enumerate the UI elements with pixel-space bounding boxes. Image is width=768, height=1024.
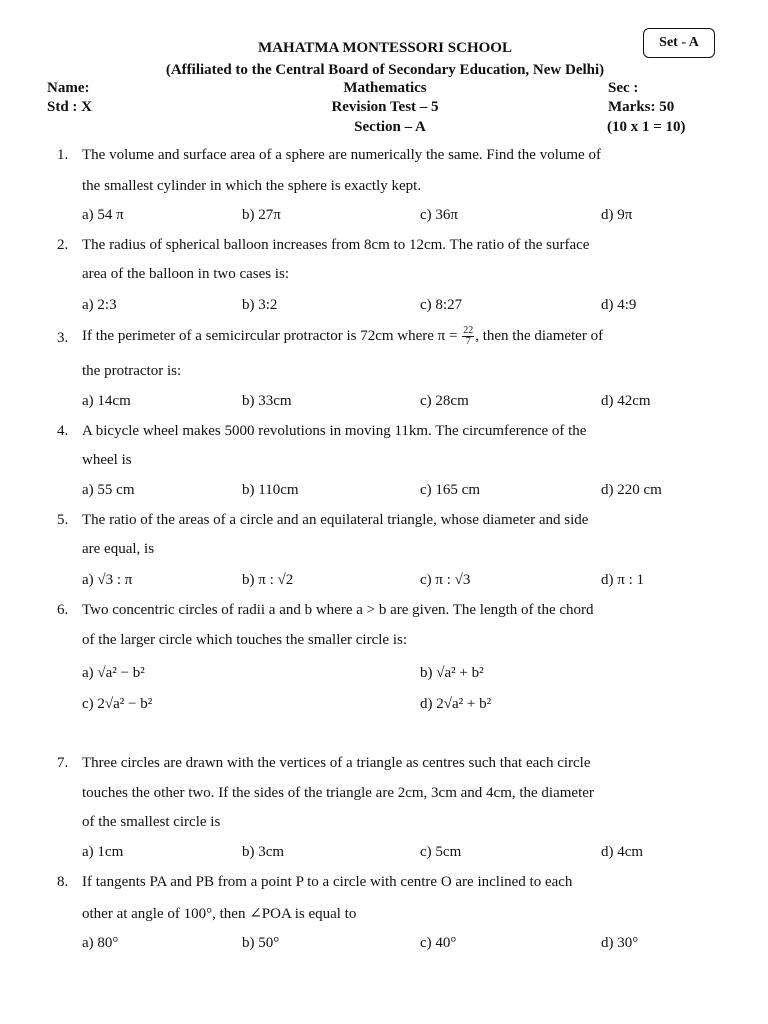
option-c: c) 28cm	[420, 393, 469, 409]
section-marks: (10 x 1 = 10)	[607, 119, 686, 135]
question-text: touches the other two. If the sides of the triangle are 2cm, 3cm and 4cm, the diameter	[82, 785, 594, 801]
option-c: c) 36π	[420, 207, 458, 223]
question-text: If the perimeter of a semicircular protractor is 72cm where π = $\frac{22}{7}$ , then the diameter of	[82, 325, 604, 347]
name-label: Name:	[47, 80, 90, 96]
option-a: a) 80°	[82, 935, 119, 951]
option-b: b) 33cm	[242, 393, 292, 409]
question-text: other at angle of 100°, then ∠POA is equal to	[82, 906, 357, 922]
question-text: The volume and surface area of a sphere are numerically the same. Find the volume of	[82, 147, 601, 163]
option-d: d) 220 cm	[601, 482, 662, 498]
question-number: 4.	[57, 423, 69, 439]
subject: Mathematics	[343, 80, 427, 96]
fraction: $\frac{22}{7}$	[463, 325, 474, 347]
question-text: Three circles are drawn with the vertices of a triangle as centres such that each circle	[82, 755, 591, 771]
question-text: If tangents PA and PB from a point P to a circle with centre O are inclined to each	[82, 874, 573, 890]
option-a: a) 14cm	[82, 393, 131, 409]
question-text: the protractor is:	[82, 363, 182, 379]
question-text: the smallest cylinder in which the sphere is exactly kept.	[82, 178, 422, 194]
question-number: 1.	[57, 147, 69, 163]
question-text: of the larger circle which touches the smaller circle is:	[82, 632, 408, 648]
question-text: A bicycle wheel makes 5000 revolutions in moving 11km. The circumference of the	[82, 423, 587, 439]
question-number: 2.	[57, 237, 69, 253]
option-a: a) 54 π	[82, 207, 124, 223]
option-d: d) 4:9	[601, 297, 637, 313]
question-text: area of the balloon in two cases is:	[82, 266, 290, 282]
option-b: b) 3cm	[242, 844, 285, 860]
question-number: 8.	[57, 874, 69, 890]
question-number: 6.	[57, 602, 69, 618]
option-b: b) 50°	[242, 935, 280, 951]
option-a: a) √3 : π	[82, 572, 133, 588]
question-text: wheel is	[82, 452, 132, 468]
section-title: Section – A	[354, 119, 426, 135]
option-b: b) 27π	[242, 207, 281, 223]
option-a: a) √a² − b²	[82, 665, 145, 681]
question-text: of the smallest circle is	[82, 814, 221, 830]
option-c: c) 5cm	[420, 844, 462, 860]
option-d: d) 9π	[601, 207, 633, 223]
set-label: Set - A	[643, 28, 715, 58]
school-name: MAHATMA MONTESSORI SCHOOL	[258, 40, 512, 56]
std-label: Std : X	[47, 99, 93, 115]
option-b: b) 3:2	[242, 297, 278, 313]
option-c: c) 8:27	[420, 297, 463, 313]
option-d: d) π : 1	[601, 572, 644, 588]
option-d: d) 30°	[601, 935, 639, 951]
option-b: b) √a² + b²	[420, 665, 484, 681]
question-text: The ratio of the areas of a circle and an equilateral triangle, whose diameter and side	[82, 512, 589, 528]
option-c: c) 40°	[420, 935, 457, 951]
option-a: a) 55 cm	[82, 482, 135, 498]
question-text: The radius of spherical balloon increases from 8cm to 12cm. The ratio of the surface	[82, 237, 590, 253]
sec-label: Sec :	[608, 80, 639, 96]
question-text: Two concentric circles of radii a and b where a > b are given. The length of the chord	[82, 602, 594, 618]
option-b: b) π : √2	[242, 572, 294, 588]
option-d: d) 2√a² + b²	[420, 696, 492, 712]
question-text: are equal, is	[82, 541, 155, 557]
option-c: c) 2√a² − b²	[82, 696, 153, 712]
option-d: d) 42cm	[601, 393, 651, 409]
marks: Marks: 50	[608, 99, 675, 115]
option-c: c) π : √3	[420, 572, 471, 588]
question-number: 7.	[57, 755, 69, 771]
option-c: c) 165 cm	[420, 482, 480, 498]
question-number: 5.	[57, 512, 69, 528]
question-number: 3.	[57, 330, 69, 346]
option-d: d) 4cm	[601, 844, 644, 860]
affiliation: (Affiliated to the Central Board of Secondary Education, New Delhi)	[165, 62, 605, 78]
option-a: a) 1cm	[82, 844, 124, 860]
option-a: a) 2:3	[82, 297, 117, 313]
test-title: Revision Test – 5	[331, 99, 439, 115]
option-b: b) 110cm	[242, 482, 299, 498]
